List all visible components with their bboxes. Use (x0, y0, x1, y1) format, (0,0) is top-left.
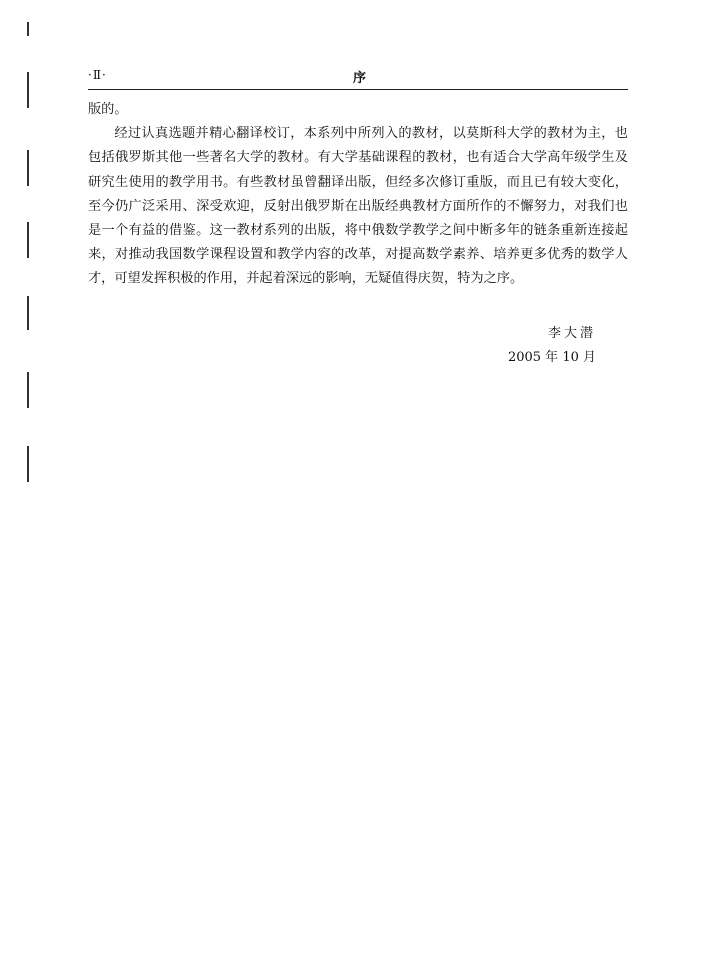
body-text (88, 98, 628, 292)
scan-edge-mark (27, 372, 29, 408)
page-number: ·Ⅱ· (88, 68, 107, 82)
scan-edge-mark (27, 446, 29, 482)
scan-edge-mark (27, 222, 29, 258)
scan-edge-mark (27, 72, 29, 108)
header-rule (88, 89, 628, 90)
scan-edge-mark (27, 296, 29, 330)
author-name: 李大潜 (547, 326, 596, 341)
signature-block (470, 322, 596, 370)
continuation-line: 版的。 (88, 102, 128, 117)
scan-edge-mark (27, 22, 29, 36)
signature-date: 2005 年 10 月 (507, 350, 596, 365)
scan-edge-mark (27, 150, 29, 186)
running-title: 序 (353, 71, 367, 86)
main-paragraph: 经过认真选题并精心翻译校订，本系列中所列入的教材，以莫斯科大学的教材为主，也包括俄罗斯其他一些著名大学的教材。有大学基础课程的教材，也有适合大学高年级学生及研究生使用的教学用书。有些教材虽曾翻译出版，但经多次修订重版，而且已有较大变化，至今仍广泛采用、深受欢迎，反射出俄罗斯在出版经典教材方面所作的不懈努力，对我们也是一个有益的借鉴。这一教材系列的出版，将中俄数学教学之间中断多年的链条重新连接起来，对推动我国数学课程设置和教学内容的改革，对提高数学素养、培养更多优秀的数学人才，可望发挥积极的作用，并起着深远的影响，无疑值得庆贺，特为之序。 (88, 126, 628, 287)
page-header (88, 68, 628, 90)
